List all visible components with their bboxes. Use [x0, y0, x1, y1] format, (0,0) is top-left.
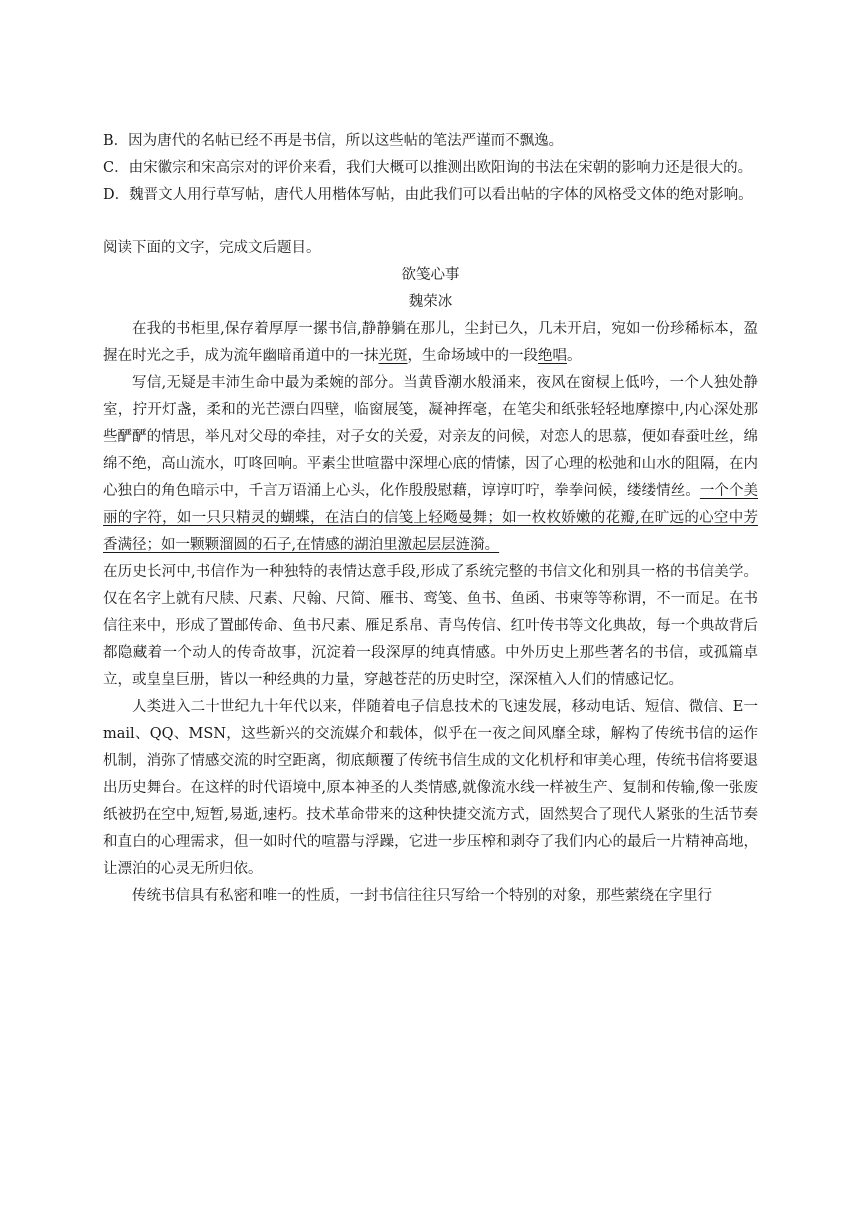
paragraph-1-text-b: ，生命场域中的一段 — [407, 348, 538, 364]
paragraph-1 — [103, 316, 758, 370]
paragraph-1-text-a: 在我的书柜里,保存着厚厚一摞书信,静静躺在那儿，尘封已久，几未开启，宛如一份珍稀标本，盈握在时光之手，成为流年幽暗甬道中的一抹 — [103, 321, 758, 364]
article-author: 魏荣冰 — [408, 294, 453, 310]
section-gap — [103, 209, 758, 235]
article-title: 欲笺心事 — [401, 267, 460, 283]
paragraph-3: 在历史长河中,书信作为一种独特的表情达意手段,形成了系统完整的书信文化和别具一格的书信美学。仅在名字上就有尺牍、尺素、尺翰、尺简、雁书、鸾笺、鱼书、鱼函、书柬等等称谓，不一而足。在书信往来中，形成了置邮传命、鱼书尺素、雁足系帛、青鸟传信、红叶传书等文化典故，每一个典故背后都隐藏着一个动人的传奇故事，沉淀着一段深厚的纯真情感。中外历史上那些著名的书信，或孤篇卓立，或皇皇巨册，皆以一种经典的力量，穿越苍茫的历史时空，深深植入人们的情感记忆。 — [103, 564, 758, 688]
paragraph-4: 人类进入二十世纪九十年代以来，伴随着电子信息技术的飞速发展，移动电话、短信、微信、E一mail、QQ、MSN，这些新兴的交流媒介和载体，似乎在一夜之间风靡全球，解构了传统书信的运作机制，消弥了情感交流的时空距离，彻底颠覆了传统书信生成的文化机杼和审美心理，传统书信将要退出历史舞台。在这样的时代语境中,原本神圣的人类情感,就像流水线一样被生产、复制和传输,像一张废纸被扔在空中,短暂,易逝,速朽。技术革命带来的这种快捷交流方式，固然契合了现代人紧张的生活节奏和直白的心理需求，但一如时代的喧嚣与浮躁，它进一步压榨和剥夺了我们内心的最后一片精神高地，让漂泊的心灵无所归依。 — [103, 699, 758, 877]
paragraph-1-text-c: 。 — [567, 348, 582, 364]
paragraph-5: 传统书信具有私密和唯一的性质，一封书信往往只写给一个特别的对象，那些萦绕在字里行 — [132, 888, 712, 904]
paragraph-2-text: 写信,无疑是丰沛生命中最为柔婉的部分。当黄昏潮水般涌来，夜风在窗棂上低吟，一个人独处静室，拧开灯盏，柔和的光芒漂白四壁，临窗展笺，凝神挥毫，在笔尖和纸张轻轻地摩擦中,内心深处那些酽酽的情思，举凡对父母的牵挂，对子女的关爱，对亲友的问候，对恋人的思慕，便如春蚕吐丝，绵绵不绝，高山流水，叮咚回响。平素尘世喧嚣中深埋心底的情愫，因了心理的松弛和山水的阻隔，在内心独白的角色暗示中，千言万语涌上心头，化作殷殷慰藉，谆谆叮咛，拳拳问候，缕缕情丝。 — [103, 375, 758, 499]
underlined-word-juechang: 绝唱 — [538, 348, 567, 364]
underlined-sentence: 一个个美丽的字符，如一只只精灵的蝴蝶，在洁白的信笺上轻飏曼舞；如一枚枚娇嫩的花瓣,在旷远的心空中芳香满径；如一颗颗溜圆的石子,在情感的湖泊里激起层层涟漪。 — [103, 483, 758, 553]
underlined-word-guangban: 光斑 — [378, 348, 408, 364]
option-d: D．魏晋文人用行草写帖，唐代人用楷体写帖，由此我们可以看出帖的字体的风格受文体的绝对影响。 — [103, 187, 753, 203]
reading-instruction: 阅读下面的文字，完成文后题目。 — [103, 240, 321, 256]
option-c: C．由宋徽宗和宋高宗对的评价来看，我们大概可以推测出欧阳询的书法在宋朝的影响力还是很大的。 — [103, 160, 753, 176]
document-page — [103, 128, 758, 910]
option-b: B．因为唐代的名帖已经不再是书信，所以这些帖的笔法严谨而不飘逸。 — [103, 133, 564, 149]
paragraph-2 — [103, 370, 758, 559]
